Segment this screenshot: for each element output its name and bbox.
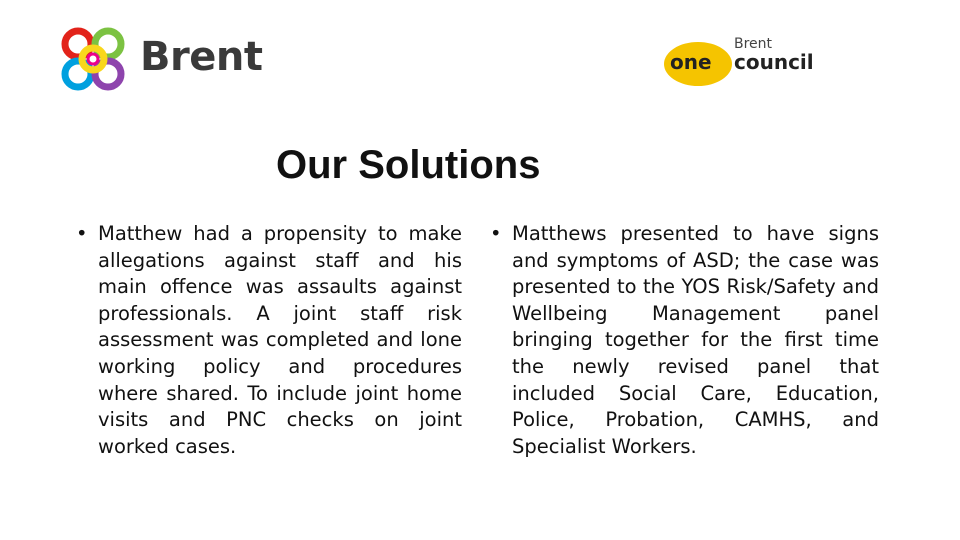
logo-word-brent: Brent: [734, 36, 773, 52]
bullet-icon: •: [76, 222, 88, 245]
bullet-icon: •: [490, 222, 502, 245]
right-bullet-item: [490, 221, 879, 460]
left-bullet-item: [76, 221, 462, 460]
slide-title: Our Solutions: [276, 143, 541, 187]
left-bullet-list: [76, 221, 462, 460]
right-bullet-list: [490, 221, 879, 460]
brent-flower-icon: [56, 24, 136, 98]
brent-logo: [56, 24, 263, 98]
brent-logo-text: Brent: [140, 34, 263, 80]
left-bullet-text: Matthew had a propensity to make allegations against staff and his main offence was assaults against professionals. A joint staff risk assessment was completed and lone working policy and procedures where shared. To include joint home visits and PNC checks on joint worked cases.: [98, 222, 462, 458]
right-bullet-text: Matthews presented to have signs and symptoms of ASD; the case was presented to the YOS Risk/Safety and Wellbeing Management panel bringing together for the first time the newly revised panel that included Social Care, Education, Police, Probation, CAMHS, and Specialist Workers.: [512, 222, 879, 458]
logo-word-council: council: [734, 50, 814, 74]
logo-word-one: one: [670, 50, 712, 74]
brent-council-logo: [662, 34, 842, 94]
